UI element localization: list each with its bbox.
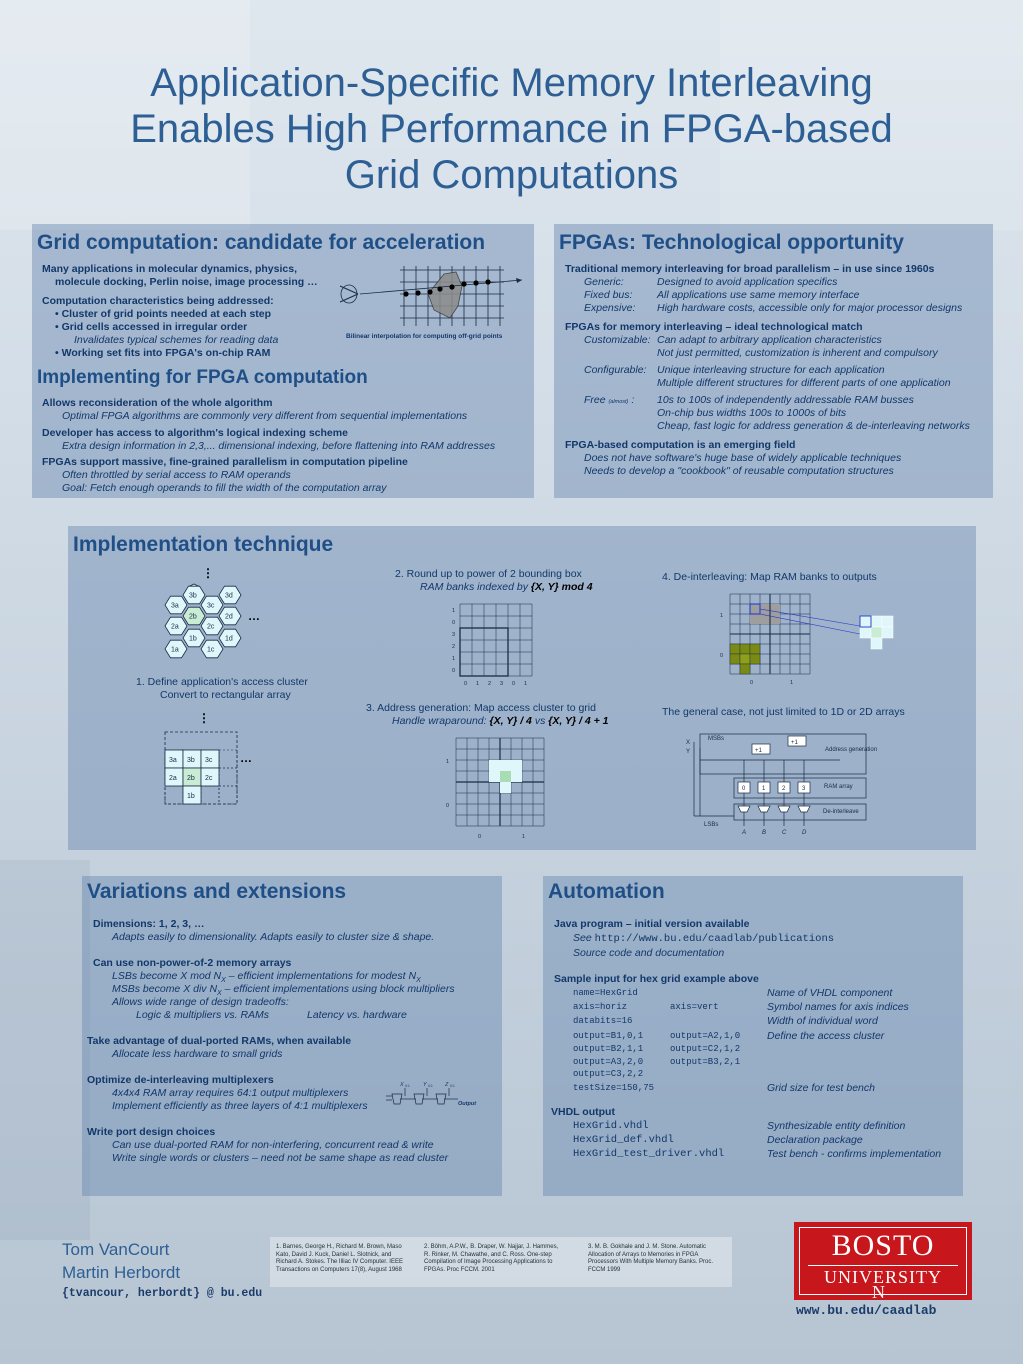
hex-label: 3b: [189, 592, 197, 600]
fpga-value: Not just permitted, customization is inherent and compulsory: [657, 347, 938, 359]
reference: 1. Barnes, George H., Richard M. Brown, Maso Kato, David J. Kuck, Daniel L. Slotnick, and Richard A. Stokes. The Illiac IV Computer. IEEE Transactions on Computers 17(8), August 1968: [276, 1244, 403, 1273]
mux-y-sub: 0:1: [428, 1084, 433, 1088]
vertical-ellipsis: ⋮: [202, 566, 214, 580]
circuit-x: X: [686, 740, 691, 746]
code-note: Define the access cluster: [767, 1030, 885, 1042]
logo-word: BOSTO: [831, 1229, 935, 1262]
mux-x-sub: 0:1: [405, 1084, 410, 1088]
free-sup: (almost): [608, 399, 629, 405]
general-case-text: The general case, not just limited to 1D or 2D arrays: [662, 706, 905, 718]
code-line: output=C2,1,2: [670, 1044, 741, 1054]
step1-text: 1. Define application's access cluster: [136, 676, 308, 688]
hex-label: 3a: [171, 602, 179, 610]
circuit-out: A: [742, 830, 747, 836]
code-note: Width of individual word: [767, 1015, 878, 1027]
auto-text: Source code and documentation: [573, 947, 725, 959]
fpga-value: High hardware costs, accessible only for major processor designs: [657, 302, 963, 314]
mapped-cell: [740, 664, 750, 674]
impl-text: Often throttled by serial access to RAM operands: [62, 469, 291, 481]
poster-title: [60, 60, 963, 198]
axis-label: 1: [476, 681, 480, 687]
code-note: Name of VHDL component: [767, 987, 893, 999]
mux-figure: [386, 1078, 486, 1114]
circuit-bank: 2: [782, 786, 786, 792]
fpga-key: [584, 394, 634, 409]
axis-label: 0: [720, 653, 724, 659]
step2-pre: RAM banks indexed by: [420, 581, 531, 593]
cluster-cell: [489, 771, 500, 782]
vhdl-file: HexGrid.vhdl: [573, 1120, 649, 1132]
fpga-key: Expensive:: [584, 302, 636, 314]
author-email: {tvancour, herbordt} @ bu.edu: [62, 1287, 263, 1300]
title-line: Grid Computations: [344, 153, 679, 197]
rect-cell-label: 2b: [187, 775, 195, 782]
step3-formula: {X, Y} / 4 + 1: [548, 715, 609, 727]
horizontal-ellipsis: …: [240, 751, 252, 765]
circuit-deint: De-interleave: [823, 809, 859, 815]
rect-cell-label: 1b: [187, 793, 195, 800]
var-text: Write port design choices: [87, 1126, 216, 1138]
output-cell: [871, 627, 882, 638]
bilinear-caption: Bilinear interpolation for computing off-grid points: [346, 333, 503, 340]
var-text: 4x4x4 RAM array requires 64:1 output multiplexers: [112, 1087, 349, 1099]
code-line: output=B3,2,1: [670, 1057, 741, 1067]
mux-output: Output: [458, 1101, 477, 1107]
axis-label: 1: [452, 656, 456, 662]
impl-text: Goal: Fetch enough operands to fill the width of the computation array: [62, 482, 387, 494]
impl-text: Extra design information in 2,3,... dimensional indexing, before flattening into RAM addresses: [62, 440, 496, 452]
circuit-out: B: [762, 830, 767, 836]
circuit-plus1: +1: [755, 748, 762, 754]
fpga-key: Customizable:: [584, 334, 651, 346]
grid-text: • Working set fits into FPGA's on-chip RAM: [55, 347, 271, 359]
axis-label: 0: [452, 668, 456, 674]
rect-grid-cell: [219, 786, 237, 804]
hex-label: 2a: [171, 623, 179, 631]
impl-text: Allows reconsideration of the whole algorithm: [42, 397, 273, 409]
var-text: Write single words or clusters – need not be same shape as read cluster: [112, 1152, 449, 1164]
code-line: name=HexGrid: [573, 988, 638, 998]
vhdl-file: HexGrid_test_driver.vhdl: [573, 1148, 725, 1160]
circuit-out: D: [802, 830, 807, 836]
rect-grid-cell: [165, 786, 183, 804]
circuit-ramarray: RAM array: [824, 784, 853, 790]
rect-grid-cell: [219, 750, 237, 768]
automation-heading: Automation: [548, 880, 665, 903]
rect-cell-label: 3c: [205, 757, 213, 764]
axis-label: 1: [790, 680, 794, 686]
var-text: Optimize de-interleaving multiplexers: [87, 1074, 274, 1086]
cluster-cell: [489, 760, 500, 771]
impl-text: FPGAs support massive, fine-grained parallelism in computation pipeline: [42, 456, 408, 468]
code-line: axis=horiz: [573, 1002, 628, 1012]
mapped-cell: [740, 644, 750, 654]
circuit-addrgen: Address generation: [825, 747, 878, 753]
step2-text: [420, 581, 593, 594]
author-name: Tom VanCourt: [62, 1240, 170, 1259]
auto-see: See: [573, 932, 595, 944]
fpga-value: On-chip bus widths 100s to 1000s of bits: [657, 407, 847, 419]
title-line: Application-Specific Memory Interleaving: [150, 61, 873, 105]
var-sub: X: [221, 977, 226, 985]
vhdl-note: Declaration package: [767, 1134, 863, 1146]
auto-text: Sample input for hex grid example above: [554, 973, 759, 985]
hex-label: 2d: [225, 613, 233, 621]
circuit-msbs: MSBs: [708, 736, 725, 742]
step3-text: 3. Address generation: Map access cluster to grid: [366, 702, 596, 714]
general-circuit-figure: [680, 730, 880, 840]
vhdl-file: HexGrid_def.vhdl: [573, 1134, 674, 1146]
implementing-heading: Implementing for FPGA computation: [37, 367, 368, 388]
fpga-value: Designed to avoid application specifics: [657, 276, 838, 288]
code-line: output=C3,2,2: [573, 1069, 644, 1079]
publications-link[interactable]: http://www.bu.edu/caadlab/publications: [594, 933, 835, 945]
hex-label: 3c: [207, 602, 215, 610]
var-text: Allows wide range of design tradeoffs:: [112, 996, 289, 1008]
var-text: Dimensions: 1, 2, 3, …: [93, 918, 205, 930]
circuit-lsbs: LSBs: [704, 822, 719, 828]
cluster-cell: [511, 771, 522, 782]
axis-label: 0: [750, 680, 754, 686]
axis-label: 3: [500, 681, 504, 687]
hex-label: 2b: [189, 613, 197, 621]
reference: 2. Böhm, A.P.W., B. Draper, W. Najjar, J. Hammes, R. Rinker, M. Chawathe, and C. Ross. One-step Compilation of Image Processing Applications to FPGAs. Proc FCCM. 2001: [424, 1244, 559, 1273]
fpga-text: FPGA-based computation is an emerging field: [565, 439, 796, 451]
bilinear-interpolation-figure: [330, 262, 530, 332]
output-cell: [860, 627, 871, 638]
auto-text: [573, 932, 834, 946]
step3-pre: Handle wraparound:: [392, 715, 490, 727]
cluster-cell: [511, 760, 522, 771]
logo-overflow-letter: N: [872, 1282, 885, 1302]
grid-text: Invalidates typical schemes for reading data: [74, 334, 279, 346]
hex-label: 2c: [207, 623, 215, 631]
grid-text: Computation characteristics being addressed:: [42, 295, 274, 307]
step3-vs: vs: [531, 715, 549, 727]
logo-rule: [808, 1265, 958, 1266]
rect-cell-label: 3b: [187, 757, 195, 764]
mux-z: Z: [445, 1082, 449, 1088]
fpga-text: Traditional memory interleaving for broad parallelism – in use since 1960s: [565, 263, 935, 275]
code-note: Grid size for test bench: [767, 1082, 875, 1094]
code-line: output=B2,1,1: [573, 1044, 644, 1054]
cluster-cell: [500, 782, 511, 793]
impl-text: Developer has access to algorithm's logical indexing scheme: [42, 427, 348, 439]
bounding-box-grid-figure: [440, 598, 550, 692]
fpga-opportunity-heading: FPGAs: Technological opportunity: [559, 231, 904, 254]
axis-label: 0: [452, 620, 456, 626]
axis-label: 0: [512, 681, 516, 687]
cluster-center: [500, 771, 511, 782]
lab-url[interactable]: www.bu.edu/caadlab: [796, 1303, 937, 1318]
mux-z-sub: 0:1: [450, 1084, 455, 1088]
circuit-plus1: +1: [791, 740, 798, 746]
grid-text: molecule docking, Perlin noise, image processing …: [55, 276, 318, 288]
output-cell: [871, 638, 882, 649]
grid-computation-heading: Grid computation: candidate for acceleration: [37, 231, 486, 254]
rect-grid-cell: [201, 786, 219, 804]
rect-grid-cell: [219, 768, 237, 786]
horizontal-ellipsis: …: [248, 609, 260, 623]
var-text: Can use dual-ported RAM for non-interfering, concurrent read & write: [112, 1139, 434, 1151]
axis-label: 2: [488, 681, 492, 687]
axis-label: 0: [478, 834, 482, 840]
var-text: Adapts easily to dimensionality. Adapts easily to cluster size & shape.: [112, 931, 435, 943]
mapped-cell: [730, 644, 740, 654]
rect-cell-label: 3a: [169, 757, 177, 764]
step3-formula: {X, Y} / 4: [489, 715, 532, 727]
circuit-out: C: [782, 830, 787, 836]
code-note: Symbol names for axis indices: [767, 1001, 909, 1013]
author-name: Martin Herbordt: [62, 1263, 181, 1282]
auto-text: VHDL output: [551, 1106, 615, 1118]
grid-text: Many applications in molecular dynamics, physics,: [42, 263, 297, 275]
auto-text: Java program – initial version available: [554, 918, 750, 930]
step1-text: Convert to rectangular array: [160, 689, 291, 701]
code-line: output=B1,0,1: [573, 1031, 644, 1041]
mapped-cell: [750, 654, 760, 664]
var-text: Take advantage of dual-ported RAMs, when available: [87, 1035, 352, 1047]
address-generation-figure: [436, 732, 556, 846]
fpga-key: Generic:: [584, 276, 624, 288]
mapped-cell: [740, 654, 750, 664]
step3-text: [392, 715, 608, 728]
background-block: [0, 860, 90, 1240]
fpga-value: Can adapt to arbitrary application characteristics: [657, 334, 882, 346]
variations-heading: Variations and extensions: [87, 880, 347, 903]
code-line: output=A3,2,0: [573, 1057, 644, 1067]
impl-text: Optimal FPGA algorithms are commonly very different from sequential implementations: [62, 410, 468, 422]
output-cell: [882, 616, 893, 627]
rect-cell-label: 2a: [169, 775, 177, 782]
title-line: Enables High Performance in FPGA-based: [130, 107, 893, 151]
hex-label: 1c: [207, 646, 215, 654]
code-line: databits=16: [573, 1016, 633, 1026]
code-line: testSize=150,75: [573, 1083, 655, 1093]
fpga-text: FPGAs for memory interleaving – ideal technological match: [565, 321, 863, 333]
var-text: Latency vs. hardware: [307, 1009, 407, 1021]
step4-text: 4. De-interleaving: Map RAM banks to outputs: [662, 571, 877, 583]
fpga-value: Multiple different structures for different parts of one application: [657, 377, 951, 389]
hex-label: 1d: [225, 635, 233, 643]
var-msbs-rest: – efficient implementations using block multipliers: [221, 983, 455, 995]
grid-text: • Cluster of grid points needed at each step: [55, 308, 272, 320]
var-sub: X: [416, 977, 421, 985]
circuit-y: Y: [686, 749, 691, 755]
axis-label: 2: [452, 644, 456, 650]
hex-label: 1b: [189, 635, 197, 643]
mapped-cell: [730, 654, 740, 664]
var-text: Allocate less hardware to small grids: [112, 1048, 283, 1060]
var-sub: X: [217, 990, 222, 998]
fpga-key: Configurable:: [584, 364, 647, 376]
axis-label: 1: [522, 834, 526, 840]
axis-label: 1: [720, 613, 724, 619]
axis-label: 1: [452, 608, 456, 614]
implementation-technique-heading: Implementation technique: [73, 533, 334, 556]
fpga-key: Fixed bus:: [584, 289, 633, 301]
output-cell: [860, 616, 871, 627]
circuit-bank: 1: [762, 786, 766, 792]
rect-array-figure: [160, 708, 270, 808]
circuit-bank: 0: [742, 786, 746, 792]
rect-cell-label: 2c: [205, 775, 213, 782]
mux-y: Y: [423, 1082, 427, 1088]
vhdl-note: Test bench - confirms implementation: [767, 1148, 942, 1160]
code-line: axis=vert: [670, 1002, 719, 1012]
var-text: Logic & multipliers vs. RAMs: [136, 1009, 270, 1021]
fpga-value: Unique interleaving structure for each application: [657, 364, 885, 376]
var-lsbs: LSBs become X mod N: [112, 970, 222, 982]
fpga-text: Needs to develop a "cookbook" of reusable computation structures: [584, 465, 894, 477]
var-text: Implement efficiently as three layers of 4:1 multiplexers: [112, 1100, 368, 1112]
fpga-value: Cheap, fast logic for address generation & de-interleaving networks: [657, 420, 970, 432]
grid-text: • Grid cells accessed in irregular order: [55, 321, 248, 333]
axis-label: 1: [524, 681, 528, 687]
hex-label: 3d: [225, 592, 233, 600]
mux-x: X: [400, 1082, 404, 1088]
reference: 3. M. B. Gokhale and J. M. Stone. Automatic Allocation of Arrays to Memories in FPGA Processors With Multiple Memory Banks. Proc. FCCM 1999: [588, 1244, 714, 1273]
axis-label: 1: [446, 759, 450, 765]
free-colon: :: [631, 394, 635, 406]
fpga-text: Does not have software's huge base of widely applicable techniques: [584, 452, 902, 464]
cluster-cell: [500, 760, 511, 771]
axis-label: 3: [452, 632, 456, 638]
fpga-value: All applications use same memory interface: [657, 289, 860, 301]
logo-word: UNIVERSITY: [824, 1267, 942, 1287]
vhdl-note: Synthesizable entity definition: [767, 1120, 906, 1132]
output-cell: [882, 627, 893, 638]
axis-label: 0: [464, 681, 468, 687]
output-cell: [871, 616, 882, 627]
var-msbs: MSBs become X div N: [112, 983, 218, 995]
vertical-ellipsis: ⋮: [198, 711, 210, 725]
circuit-bank: 3: [802, 786, 806, 792]
step2-formula: {X, Y} mod 4: [530, 581, 593, 593]
de-interleaving-figure: [706, 588, 906, 698]
hex-label: 1a: [171, 646, 179, 654]
step2-text: 2. Round up to power of 2 bounding box: [395, 568, 582, 580]
mapped-cell: [750, 644, 760, 654]
var-lsbs-rest: – efficient implementations for modest N: [225, 970, 417, 982]
code-line: output=A2,1,0: [670, 1031, 741, 1041]
free-label: Free: [584, 394, 606, 406]
fpga-value: 10s to 100s of independently addressable RAM busses: [657, 394, 914, 406]
var-text: Can use non-power-of-2 memory arrays: [93, 957, 292, 969]
axis-label: 0: [446, 803, 450, 809]
hex-cluster-figure: [150, 565, 270, 665]
